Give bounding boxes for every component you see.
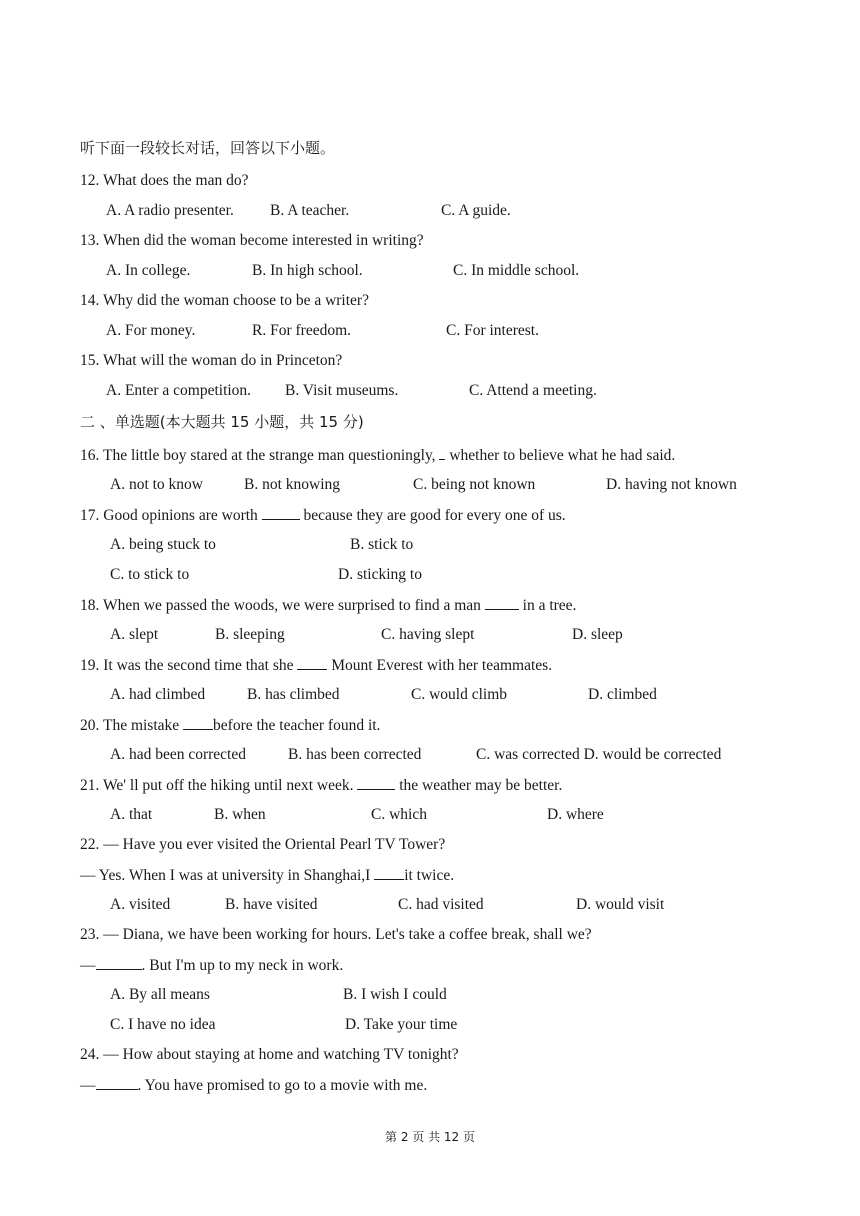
question-13-option-b: B. In high school. xyxy=(252,262,363,279)
question-14-option-c: C. For interest. xyxy=(446,322,539,339)
question-17-option-a: A. being stuck to xyxy=(110,536,216,553)
question-22-stem: 22. — Have you ever visited the Oriental Pearl TV Tower? xyxy=(80,836,446,853)
question-23-option-d: D. Take your time xyxy=(345,1016,458,1033)
question-18-stem-pre: 18. When we passed the woods, we were surprised to find a man xyxy=(80,597,481,614)
question-23-response-pre: — xyxy=(80,957,96,974)
question-18-option-c: C. having slept xyxy=(381,626,475,643)
answer-blank xyxy=(96,1075,138,1090)
question-20-stem-post: before the teacher found it. xyxy=(213,717,381,734)
answer-blank xyxy=(439,445,445,460)
question-17-stem xyxy=(80,505,566,526)
question-16-option-a: A. not to know xyxy=(110,476,203,493)
question-13-option-a: A. In college. xyxy=(106,262,191,279)
question-16-stem-pre: 16. The little boy stared at the strange man questioningly, xyxy=(80,447,436,464)
question-14-stem: 14. Why did the woman choose to be a writer? xyxy=(80,292,369,309)
question-15-stem: 15. What will the woman do in Princeton? xyxy=(80,352,343,369)
question-14-option-b: R. For freedom. xyxy=(252,322,352,339)
question-18-stem xyxy=(80,595,576,616)
question-22-option-b: B. have visited xyxy=(225,896,318,913)
question-24-response-post: . You have promised to go to a movie with me. xyxy=(137,1077,428,1094)
question-23-option-b: B. I wish I could xyxy=(343,986,447,1003)
question-19-stem-pre: 19. It was the second time that she xyxy=(80,657,294,674)
question-23-stem: 23. — Diana, we have been working for hours. Let's take a coffee break, shall we? xyxy=(80,926,592,943)
question-23-option-c: C. I have no idea xyxy=(110,1016,216,1033)
question-16-option-c: C. being not known xyxy=(413,476,536,493)
question-15-option-a: A. Enter a competition. xyxy=(106,382,252,399)
question-16-stem xyxy=(80,445,675,466)
question-17-option-c: C. to stick to xyxy=(110,566,190,583)
question-20-stem xyxy=(80,715,380,736)
answer-blank xyxy=(357,775,395,790)
question-18-stem-post: in a tree. xyxy=(522,597,577,614)
question-18-option-b: B. sleeping xyxy=(215,626,285,643)
question-20-option-b: B. has been corrected xyxy=(288,746,422,763)
question-21-stem-pre: 21. We' ll put off the hiking until next week. xyxy=(80,777,354,794)
question-22-response xyxy=(80,865,454,886)
answer-blank xyxy=(262,505,300,520)
question-21-stem-post: the weather may be better. xyxy=(399,777,563,794)
question-19-option-a: A. had climbed xyxy=(110,686,206,703)
question-19-option-b: B. has climbed xyxy=(247,686,340,703)
question-22-option-d: D. would visit xyxy=(576,896,665,913)
question-21-option-d: D. where xyxy=(547,806,604,823)
question-14-option-a: A. For money. xyxy=(106,322,196,339)
question-12-stem: 12. What does the man do? xyxy=(80,172,249,189)
question-24-response-pre: — xyxy=(80,1077,96,1094)
question-16-stem-post: whether to believe what he had said. xyxy=(449,447,676,464)
question-21-option-b: B. when xyxy=(214,806,266,823)
question-18-option-d: D. sleep xyxy=(572,626,623,643)
question-13-option-c: C. In middle school. xyxy=(453,262,580,279)
question-23-response xyxy=(80,955,343,976)
question-21-option-c: C. which xyxy=(371,806,427,823)
question-12-option-c: C. A guide. xyxy=(441,202,511,219)
question-17-stem-post: because they are good for every one of us. xyxy=(303,507,566,524)
question-12-option-a: A. A radio presenter. xyxy=(106,202,234,219)
question-18-option-a: A. slept xyxy=(110,626,159,643)
question-17-option-b: B. stick to xyxy=(350,536,414,553)
question-20-stem-pre: 20. The mistake xyxy=(80,717,180,734)
question-22-response-post: it twice. xyxy=(404,867,455,884)
answer-blank xyxy=(96,955,142,970)
question-19-stem-post: Mount Everest with her teammates. xyxy=(331,657,553,674)
question-19-stem xyxy=(80,655,552,676)
question-24-response xyxy=(80,1075,427,1096)
section-title: 二 、单选题(本大题共 15 小题，共 15 分) xyxy=(80,413,364,431)
question-19-option-d: D. climbed xyxy=(588,686,657,703)
question-16-option-b: B. not knowing xyxy=(244,476,341,493)
question-22-option-c: C. had visited xyxy=(398,896,484,913)
question-16-option-d: D. having not known xyxy=(606,476,737,493)
listening-intro: 听下面一段较长对话，回答以下小题。 xyxy=(80,139,336,157)
question-23-response-post: . But I'm up to my neck in work. xyxy=(141,957,344,974)
answer-blank xyxy=(374,865,404,880)
question-20-option-a: A. had been corrected xyxy=(110,746,246,763)
answer-blank xyxy=(297,655,327,670)
question-22-option-a: A. visited xyxy=(110,896,171,913)
question-17-option-d: D. sticking to xyxy=(338,566,422,583)
question-12-option-b: B. A teacher. xyxy=(270,202,350,219)
question-15-option-c: C. Attend a meeting. xyxy=(469,382,597,399)
question-19-option-c: C. would climb xyxy=(411,686,508,703)
question-24-stem: 24. — How about staying at home and watching TV tonight? xyxy=(80,1046,459,1063)
answer-blank xyxy=(183,715,213,730)
question-21-stem xyxy=(80,775,562,796)
question-17-stem-pre: 17. Good opinions are worth xyxy=(80,507,258,524)
question-13-stem: 13. When did the woman become interested in writing? xyxy=(80,232,424,249)
answer-blank xyxy=(485,595,519,610)
question-23-option-a: A. By all means xyxy=(110,986,210,1003)
question-20-option-cd: C. was corrected D. would be corrected xyxy=(476,746,722,763)
question-15-option-b: B. Visit museums. xyxy=(285,382,399,399)
page-footer: 第 2 页 共 12 页 xyxy=(385,1130,475,1144)
question-21-option-a: A. that xyxy=(110,806,153,823)
question-22-response-pre: — Yes. When I was at university in Shanghai,I xyxy=(80,867,371,884)
